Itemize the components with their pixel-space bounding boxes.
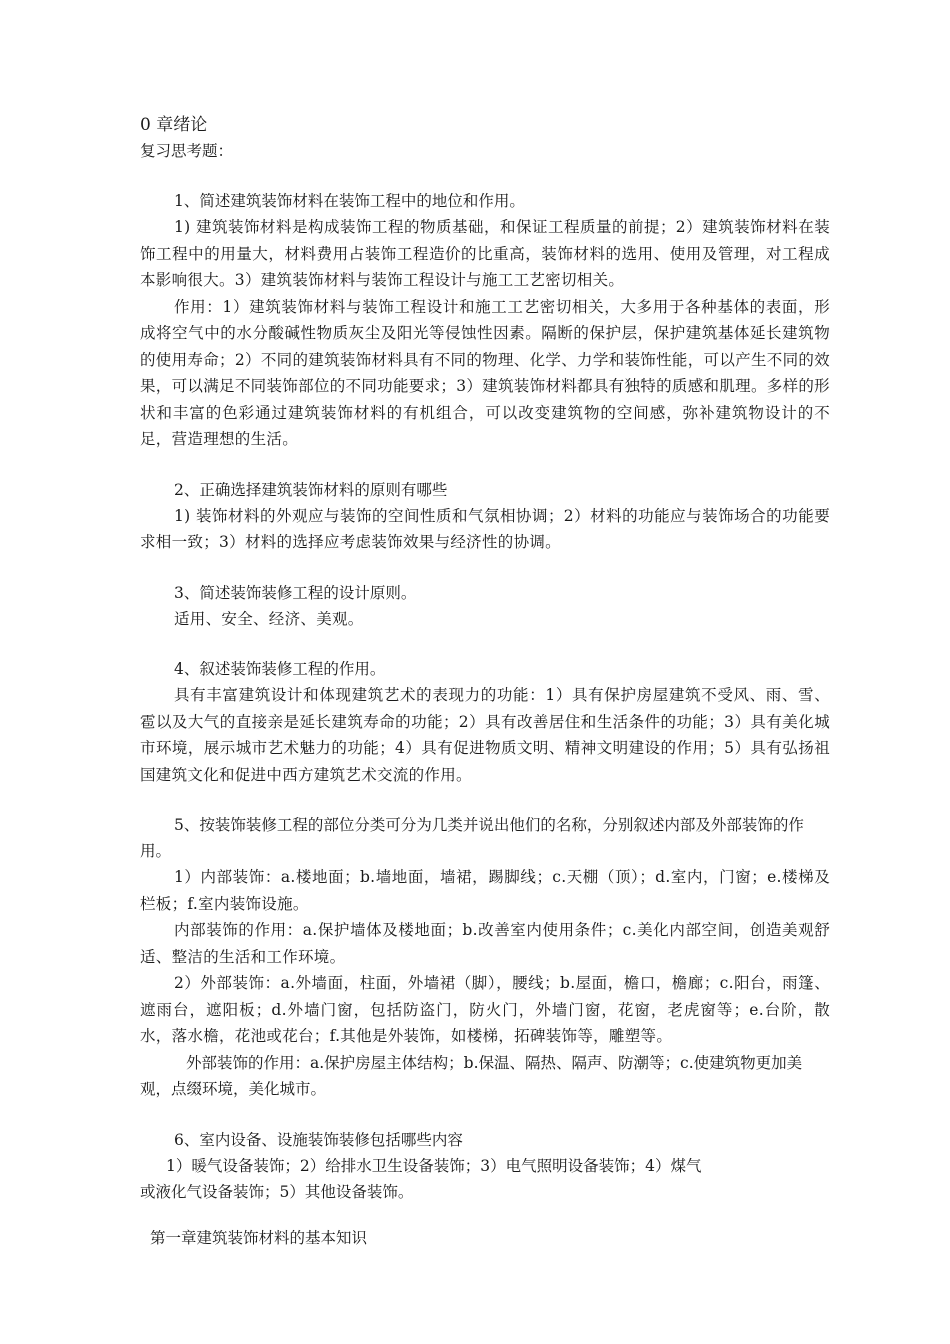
answer-2-para-1: 1) 装饰材料的外观应与装饰的空间性质和气氛相协调；2）材料的功能应与装饰场合的功能要求相一致；3）材料的选择应考虑装饰效果与经济性的协调。 (140, 506, 830, 551)
question-5: 5、按装饰装修工程的部位分类可分为几类并说出他们的名称，分别叙述内部及外部装饰的作用。 (140, 816, 804, 860)
answer-5-para-2: 内部装饰的作用：a.保护墙体及楼地面；b.改善室内使用条件；c.美化内部空间，创造美观舒适、整洁的生活和工作环境。 (140, 921, 830, 966)
chapter-zero-title: 0 章绪论 (140, 115, 208, 135)
answer-5-para-1: 1）内部装饰：a.楼地面；b.墙地面，墙裙，踢脚线；c.天棚（顶）；d.室内，门窗；e.楼梯及栏板；f.室内装饰设施。 (140, 868, 830, 913)
answer-6-para-1: 1）暖气设备装饰；2）给排水卫生设备装饰；3）电气照明设备装饰；4）煤气 (166, 1156, 702, 1175)
question-3: 3、简述装饰装修工程的设计原则。 (174, 583, 417, 602)
question-4: 4、叙述装饰装修工程的作用。 (174, 660, 386, 678)
document-page (140, 112, 830, 1251)
answer-1-para-2: 作用：1）建筑装饰材料与装饰工程设计和施工工艺密切相关，大多用于各种基体的表面，形成将空气中的水分酸碱性物质灰尘及阳光等侵蚀性因素。隔断的保护层，保护建筑基体延长建筑物的使用寿命；2）不同的建筑装饰材料具有不同的物理、化学、力学和装饰性能，可以产生不同的效果，可以满足不同装饰部位的不同功能要求；3）建筑装饰材料都具有独特的质感和肌理。多样的形状和丰富的色彩通过建筑装饰材料的有机组合，可以改变建筑物的空间感，弥补建筑物设计的不足，营造理想的生活。 (140, 297, 830, 448)
answer-5-para-3: 2）外部装饰：a.外墙面，柱面，外墙裙（脚），腰线；b.屋面，檐口，檐廊；c.阳台，雨篷、遮雨台，遮阳板；d.外墙门窗，包括防盗门，防火门，外墙门窗，花窗，老虎窗等；e.台阶，散水，落水檐，花池或花台；f.其他是外装饰，如楼梯，拓碑装饰等，雕塑等。 (140, 974, 830, 1045)
answer-3-para-1: 适用、安全、经济、美观。 (174, 609, 364, 628)
chapter-one-heading: 第一章建筑装饰材料的基本知识 (150, 1229, 368, 1247)
question-1: 1、简述建筑装饰材料在装饰工程中的地位和作用。 (174, 192, 525, 210)
answer-4-para-1: 具有丰富建筑设计和体现建筑艺术的表现力的功能：1）具有保护房屋建筑不受风、雨、雪、雹以及大气的直接亲是延长建筑寿命的功能；2）具有改善居住和生活条件的功能；3）具有美化城市环境，展示城市艺术魅力的功能；4）具有促进物质文明、精神文明建设的作用；5）具有弘扬祖国建筑文化和促进中西方建筑艺术交流的作用。 (140, 686, 830, 784)
answer-1-para-1: 1) 建筑装饰材料是构成装饰工程的物质基础，和保证工程质量的前提；2）建筑装饰材料在装饰工程中的用量大，材料费用占装饰工程造价的比重高，装饰材料的选用、使用及管理，对工程成本影响很大。3）建筑装饰材料与装饰工程设计与施工工艺密切相关。 (140, 218, 830, 289)
answer-6-para-2: 或液化气设备装饰；5）其他设备装饰。 (140, 1183, 414, 1201)
review-subtitle: 复习思考题： (140, 142, 234, 160)
question-6: 6、室内设备、设施装饰装修包括哪些内容 (174, 1130, 463, 1149)
question-2: 2、正确选择建筑装饰材料的原则有哪些 (174, 480, 448, 499)
answer-5-para-4: 外部装饰的作用：a.保护房屋主体结构；b.保温、隔热、隔声、防潮等；c.使建筑物更加美观，点缀环境，美化城市。 (140, 1053, 803, 1098)
